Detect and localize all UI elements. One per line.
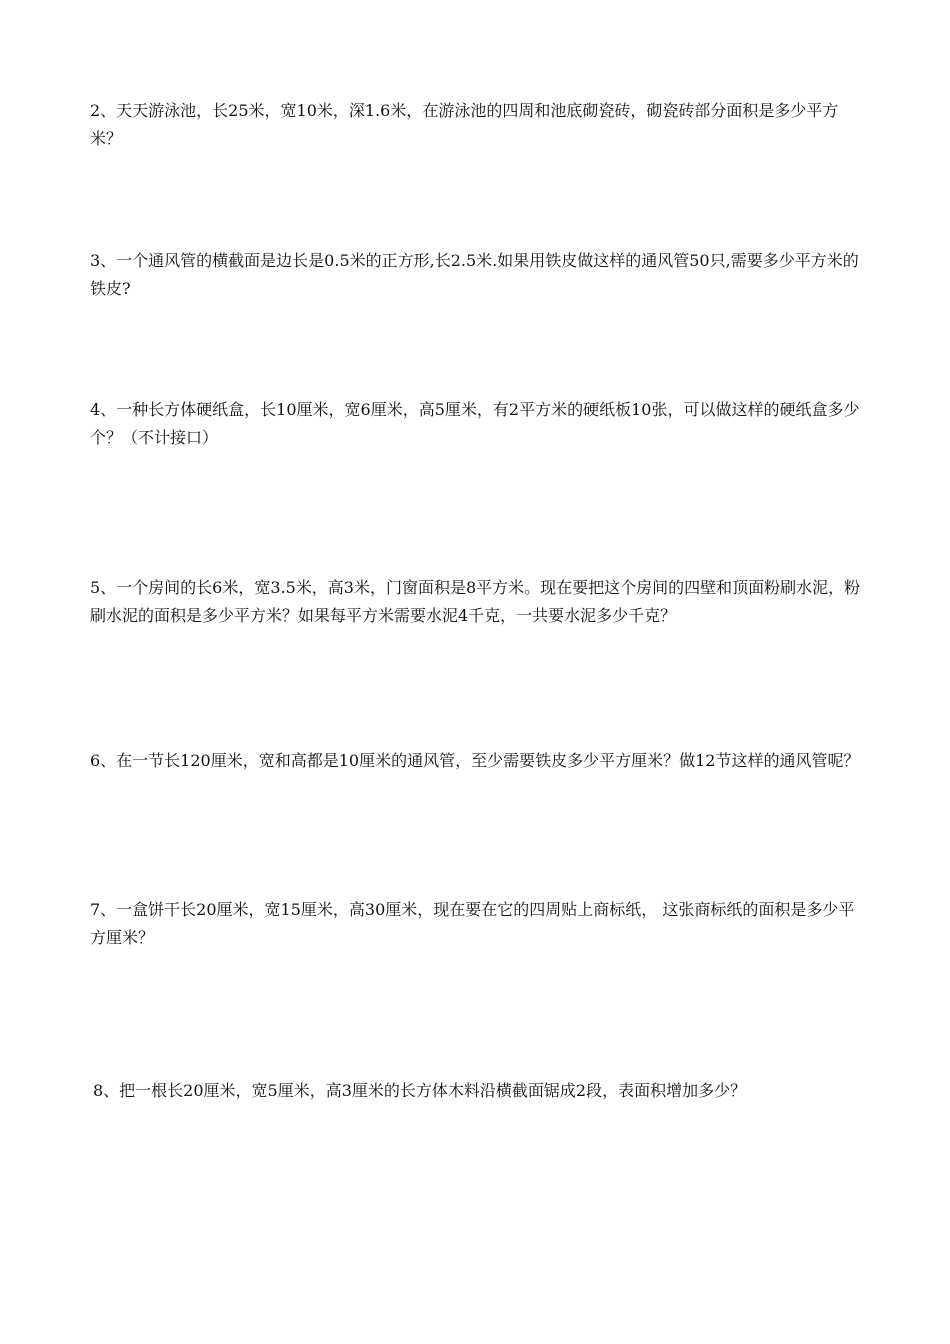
problem-7: 7、一盒饼干长20厘米，宽15厘米，高30厘米，现在要在它的四周贴上商标纸， 这张商标纸的面积是多少平方厘米？ xyxy=(90,900,855,947)
problem-2: 2、天天游泳池，长25米，宽10米，深1.6米，在游泳池的四周和池底砌瓷砖，砌瓷砖部分面积是多少平方米？ xyxy=(90,101,839,148)
problem-5: 5、一个房间的长6米，宽3.5米，高3米，门窗面积是8平方米。现在要把这个房间的四壁和顶面粉刷水泥，粉刷水泥的面积是多少平方米？如果每平方米需要水泥4千克，一共要水泥多少千克？ xyxy=(90,578,861,625)
problem-4: 4、一种长方体硬纸盒，长10厘米，宽6厘米，高5厘米，有2平方米的硬纸板10张，可以做这样的硬纸盒多少个？（不计接口） xyxy=(90,400,860,447)
problem-8: 8、把一根长20厘米，宽5厘米，高3厘米的长方体木料沿横截面锯成2段，表面积增加多少？ xyxy=(93,1081,747,1100)
problem-3: 3、一个通风管的横截面是边长是0.5米的正方形,长2.5米.如果用铁皮做这样的通风管50只,需要多少平方米的铁皮? xyxy=(90,251,859,298)
problem-6: 6、在一节长120厘米，宽和高都是10厘米的通风管，至少需要铁皮多少平方厘米？做12节这样的通风管呢？ xyxy=(90,751,860,770)
